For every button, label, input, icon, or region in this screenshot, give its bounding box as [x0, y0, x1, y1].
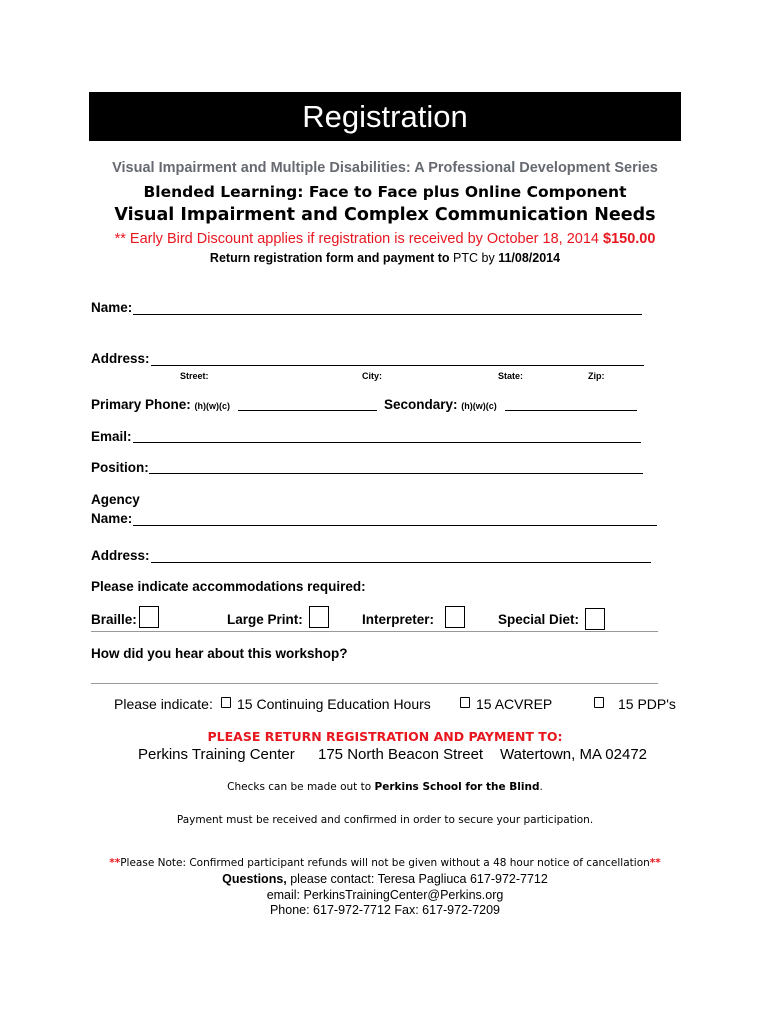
- acvrep-label: 15 ACVREP: [476, 696, 553, 712]
- email-field[interactable]: [133, 442, 641, 443]
- street-sublabel: Street:: [180, 371, 209, 381]
- refund-stars-right: **: [649, 857, 661, 869]
- refund-note: [0, 857, 770, 869]
- secondary-phone-hint: (h)(w)(c): [461, 401, 497, 411]
- series-title: Visual Impairment and Multiple Disabilities: A Professional Development Series: [112, 160, 658, 176]
- page-title: Registration: [89, 92, 681, 141]
- early-bird-notice: [0, 231, 770, 247]
- acvrep-checkbox-icon[interactable]: [460, 697, 470, 708]
- agency-label-line1: Agency: [91, 492, 140, 507]
- return-to: PTC by: [453, 251, 495, 265]
- name-field[interactable]: [133, 314, 642, 315]
- email-label: Email:: [91, 429, 132, 444]
- large-print-checkbox[interactable]: [309, 606, 329, 628]
- pdp-option[interactable]: [594, 696, 676, 712]
- org-street: 175 North Beacon Street: [318, 746, 484, 763]
- primary-phone-hint: (h)(w)(c): [194, 401, 231, 411]
- special-diet-label: Special Diet:: [498, 612, 580, 627]
- credits-prompt: Please indicate:: [114, 696, 213, 712]
- return-heading: PLEASE RETURN REGISTRATION AND PAYMENT TO:: [207, 729, 563, 744]
- hear-about-label: How did you hear about this workshop?: [91, 646, 348, 661]
- special-diet-checkbox[interactable]: [585, 608, 605, 630]
- payment-note: Payment must be received and confirmed in order to secure your participation.: [176, 814, 594, 826]
- accommodations-label: Please indicate accommodations required:: [91, 579, 366, 594]
- agency-label-line2: Name:: [91, 511, 133, 526]
- braille-label: Braille:: [91, 612, 137, 627]
- questions-label: Questions,: [222, 872, 287, 886]
- checks-prefix: Checks can be made out to: [227, 781, 372, 793]
- primary-phone-label: [91, 397, 230, 412]
- state-sublabel: State:: [498, 371, 524, 381]
- interpreter-label: Interpreter:: [362, 612, 435, 627]
- checks-suffix: .: [539, 781, 543, 793]
- hear-about-field[interactable]: [91, 683, 658, 684]
- org-name: Perkins Training Center: [138, 746, 295, 763]
- questions-text: please contact: Teresa Pagliuca 617-972-7712: [290, 872, 548, 886]
- questions-line: [0, 872, 770, 886]
- return-instructions: [0, 251, 770, 265]
- early-bird-price: $150.00: [603, 231, 656, 247]
- acvrep-option[interactable]: [460, 696, 552, 712]
- position-field[interactable]: [149, 473, 643, 474]
- primary-phone-field[interactable]: [238, 410, 377, 411]
- large-print-label: Large Print:: [227, 612, 303, 627]
- contact-email: email: PerkinsTrainingCenter@Perkins.org: [266, 888, 504, 902]
- agency-name-field[interactable]: [133, 525, 657, 526]
- early-bird-text: ** Early Bird Discount applies if registration is received by October 18, 2014: [114, 231, 599, 247]
- pdp-checkbox-icon[interactable]: [594, 697, 604, 708]
- org-city: Watertown, MA 02472: [500, 746, 648, 763]
- contact-phone: Phone: 617-972-7712 Fax: 617-972-7209: [269, 903, 501, 917]
- return-prefix: Return registration form and payment to: [209, 251, 450, 265]
- refund-text: Please Note: Confirmed participant refunds will not be given without a 48 hour notice of cancellation: [120, 857, 650, 869]
- agency-address-field[interactable]: [151, 562, 651, 563]
- interpreter-checkbox[interactable]: [445, 606, 465, 628]
- format-subtitle: Blended Learning: Face to Face plus Online Component: [143, 183, 627, 201]
- name-label: Name:: [91, 300, 133, 315]
- agency-address-label: Address:: [91, 548, 150, 563]
- course-title: Visual Impairment and Complex Communication Needs: [114, 205, 656, 225]
- city-sublabel: City:: [362, 371, 382, 381]
- checks-note: [0, 781, 770, 793]
- primary-phone-text: Primary Phone:: [91, 397, 191, 412]
- secondary-phone-field[interactable]: [505, 410, 637, 411]
- checks-payee: Perkins School for the Blind: [374, 781, 540, 793]
- refund-stars-left: **: [109, 857, 121, 869]
- ceh-label: 15 Continuing Education Hours: [237, 696, 431, 712]
- address-field[interactable]: [151, 365, 644, 366]
- ceh-checkbox-icon[interactable]: [221, 697, 231, 708]
- return-date: 11/08/2014: [498, 251, 561, 265]
- zip-sublabel: Zip:: [588, 371, 605, 381]
- secondary-phone-text: Secondary:: [384, 397, 458, 412]
- address-label: Address:: [91, 351, 150, 366]
- ceh-option[interactable]: [221, 696, 431, 712]
- braille-checkbox[interactable]: [139, 606, 159, 628]
- pdp-label: 15 PDP's: [618, 696, 676, 712]
- divider: [91, 631, 658, 632]
- secondary-phone-label: [384, 397, 497, 412]
- position-label: Position:: [91, 460, 149, 475]
